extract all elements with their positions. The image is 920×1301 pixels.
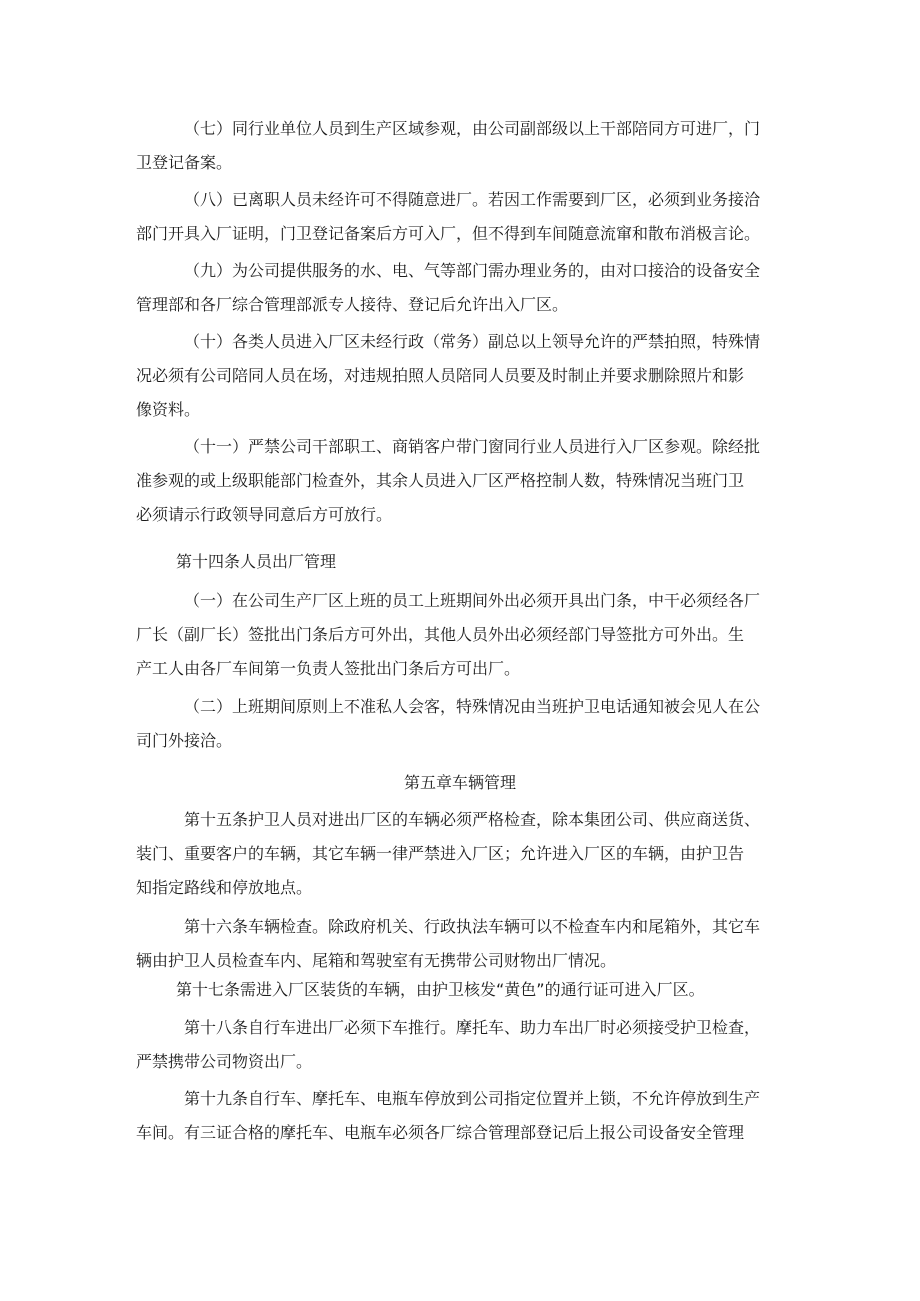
article-17 xyxy=(136,973,796,1007)
paragraph-item-10 xyxy=(136,325,796,427)
text-line: 第十五条护卫人员对进出厂区的车辆必须严格检查，除本集团公司、供应商送货、 xyxy=(184,810,761,829)
text-line: 知指定路线和停放地点。 xyxy=(136,878,313,897)
paragraph-item-9 xyxy=(136,254,796,322)
text-line: 况必须有公司陪同人员在场，对违规拍照人员陪同人员要及时制止并要求删除照片和影 xyxy=(136,366,745,385)
text-line: 必须请示行政领导同意后方可放行。 xyxy=(136,505,393,524)
article-19 xyxy=(136,1082,796,1150)
text-line: （二）上班期间原则上不准私人会客，特殊情况由当班护卫电话通知被会见人在公 xyxy=(184,697,761,716)
text-line: 严禁携带公司物资出厂。 xyxy=(136,1052,313,1071)
text-line: 第十六条车辆检查。除政府机关、行政执法车辆可以不检查车内和尾箱外，其它车 xyxy=(184,917,761,936)
text-line: 准参观的或上级职能部门检查外，其余人员进入厂区严格控制人数，特殊情况当班门卫 xyxy=(136,471,745,490)
text-line: （十一）严禁公司干部职工、商销客户带门窗同行业人员进行入厂区参观。除经批 xyxy=(184,437,761,456)
chapter-5-heading: 第五章车辆管理 xyxy=(403,773,516,792)
text-line: 装门、重要客户的车辆，其它车辆一律严禁进入厂区；允许进入厂区的车辆，由护卫告 xyxy=(136,844,745,863)
text-line: 管理部和各厂综合管理部派专人接待、登记后允许出入厂区。 xyxy=(136,295,569,314)
article-15 xyxy=(136,803,796,905)
text-line: 部门开具入厂证明，门卫登记备案后方可入厂，但不得到车间随意流窜和散布消极言论。 xyxy=(136,224,761,243)
paragraph-item-7 xyxy=(136,112,796,180)
text-line: （十）各类人员进入厂区未经行政（常务）副总以上领导允许的严禁拍照，特殊情 xyxy=(184,332,761,351)
article-14-heading xyxy=(136,545,796,579)
text-line: 第十九条自行车、摩托车、电瓶车停放到公司指定位置并上锁，不允许停放到生产 xyxy=(184,1089,761,1108)
article-18 xyxy=(136,1011,796,1079)
text-line: 辆由护卫人员检查车内、尾箱和驾驶室有无携带公司财物出厂情况。 xyxy=(136,951,617,970)
text-line: 产工人由各厂车间第一负责人签批出门条后方可出厂。 xyxy=(136,659,521,678)
text-line: 卫登记备案。 xyxy=(136,153,233,172)
paragraph-item-1 xyxy=(136,584,796,686)
text-line: （九）为公司提供服务的水、电、气等部门需办理业务的，由对口接洽的设备安全 xyxy=(184,261,761,280)
text-line: 车间。有三证合格的摩托车、电瓶车必须各厂综合管理部登记后上报公司设备安全管理 xyxy=(136,1123,745,1142)
paragraph-item-8 xyxy=(136,183,796,251)
text-line: （一）在公司生产厂区上班的员工上班期间外出必须开具出门条，中干必须经各厂 xyxy=(184,591,761,610)
text-line: 第十八条自行车进出厂必须下车推行。摩托车、助力车出厂时必须接受护卫检查， xyxy=(184,1018,761,1037)
article-16 xyxy=(136,910,796,978)
text-line: （八）已离职人员未经许可不得随意进厂。若因工作需要到厂区，必须到业务接洽 xyxy=(184,190,761,209)
text-line: 第十四条人员出厂管理 xyxy=(176,552,337,571)
text-line: 厂长（副厂长）签批出门条后方可外出，其他人员外出必须经部门导签批方可外出。生 xyxy=(136,625,745,644)
paragraph-item-11 xyxy=(136,430,796,532)
text-line: 第十七条需进入厂区装货的车辆，由护卫核发“黄色”的通行证可进入厂区。 xyxy=(176,980,705,999)
paragraph-item-2 xyxy=(136,690,796,758)
text-line: 像资料。 xyxy=(136,400,201,419)
text-line: （七）同行业单位人员到生产区域参观，由公司副部级以上干部陪同方可进厂，门 xyxy=(184,119,761,138)
text-line: 司门外接洽。 xyxy=(136,731,233,750)
